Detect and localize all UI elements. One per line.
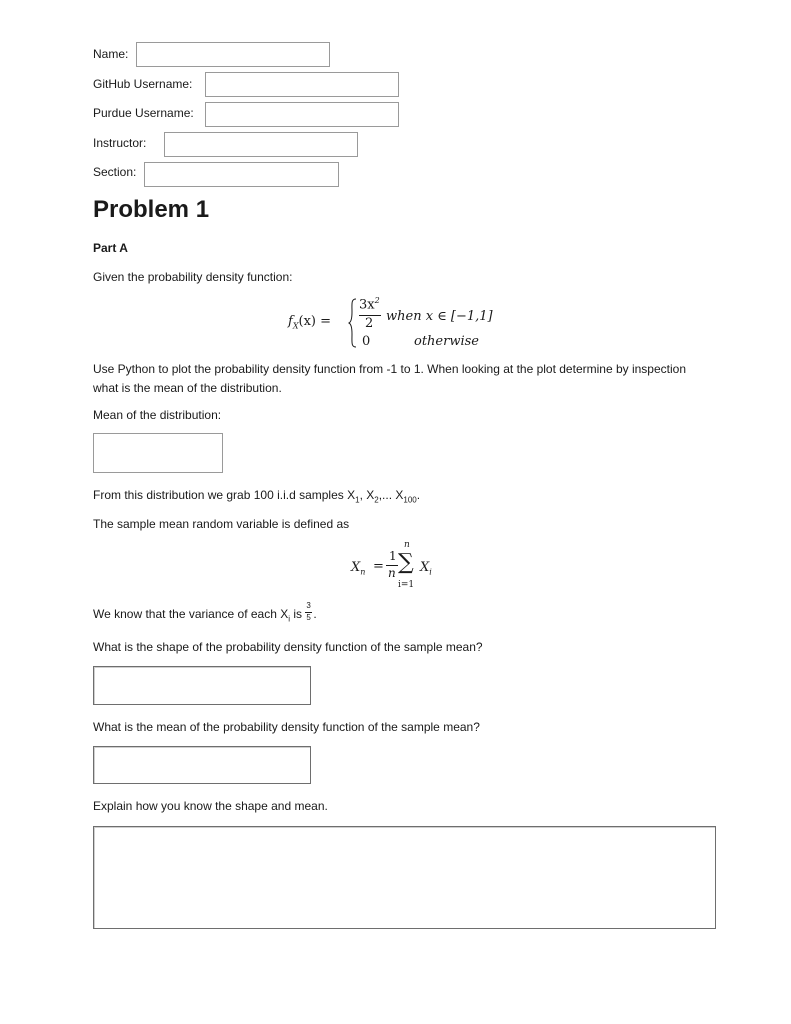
question-explain: Explain how you know the shape and mean.: [93, 799, 328, 813]
variance-text: We know that the variance of each $X_i$ is $\frac{3}{5}$ .: [93, 600, 317, 624]
pdf-equation: [288, 296, 508, 352]
pdf-brace: [348, 298, 358, 348]
variance-fraction: [305, 600, 313, 622]
github-username-label: GitHub Username:: [93, 77, 193, 91]
formula-equals: =: [373, 559, 384, 574]
pdf-case2-value: 0: [362, 334, 371, 349]
sample-mean-definition: The sample mean random variable is defined as: [93, 517, 350, 531]
instructor-input[interactable]: [164, 132, 358, 157]
shape-answer-box[interactable]: [93, 666, 311, 705]
name-label: Name:: [93, 47, 129, 61]
section-input[interactable]: [144, 162, 339, 187]
formula-sigma: ∑: [398, 550, 414, 575]
pdf-case1-numerator: $3x^2$: [359, 296, 380, 313]
formula-frac-den: n: [388, 566, 396, 580]
mean-label: Mean of the distribution:: [93, 408, 222, 422]
instructor-label: Instructor:: [93, 136, 147, 150]
sample-mean-answer-box[interactable]: [93, 746, 311, 784]
formula-sum-top: n: [404, 540, 410, 550]
problem-title: Problem 1: [93, 196, 210, 223]
formula-frac-num: 1: [389, 549, 397, 563]
question-mean: What is the mean of the probability density function of the sample mean?: [93, 720, 480, 734]
pdf-case2-condition: otherwise: [414, 334, 479, 349]
formula-term: $X_i$: [420, 560, 432, 577]
part-heading: Part A: [93, 241, 128, 255]
given-text: Given the probability density function:: [93, 270, 293, 284]
mean-answer-box[interactable]: [93, 433, 223, 473]
purdue-username-label: Purdue Username:: [93, 106, 194, 120]
github-username-input[interactable]: [205, 72, 399, 97]
formula-sum-bottom: i=1: [398, 580, 415, 590]
purdue-username-input[interactable]: [205, 102, 399, 127]
question-shape: What is the shape of the probability density function of the sample mean?: [93, 640, 483, 654]
sample-mean-formula: [348, 540, 448, 595]
variance-num: 3: [306, 600, 311, 610]
name-input[interactable]: [136, 42, 330, 67]
variance-den: 5: [306, 612, 311, 622]
instruction-text: Use Python to plot the probability density function from -1 to 1. When looking at the plot determine by inspection what is the mean of the distribution.: [93, 362, 686, 395]
formula-lhs: $X_n$: [351, 560, 366, 577]
samples-text: From this distribution we grab 100 i.i.d samples $X_1$, $X_2$,... $X_{100}$.: [93, 488, 421, 505]
pdf-case1-denominator: 2: [365, 316, 374, 331]
pdf-lhs: $f_X(x)$ =: [288, 314, 332, 331]
section-label: Section:: [93, 165, 137, 179]
explain-answer-box[interactable]: [93, 826, 716, 929]
pdf-case1-condition: when x ∈ [−1,1]: [386, 309, 493, 324]
